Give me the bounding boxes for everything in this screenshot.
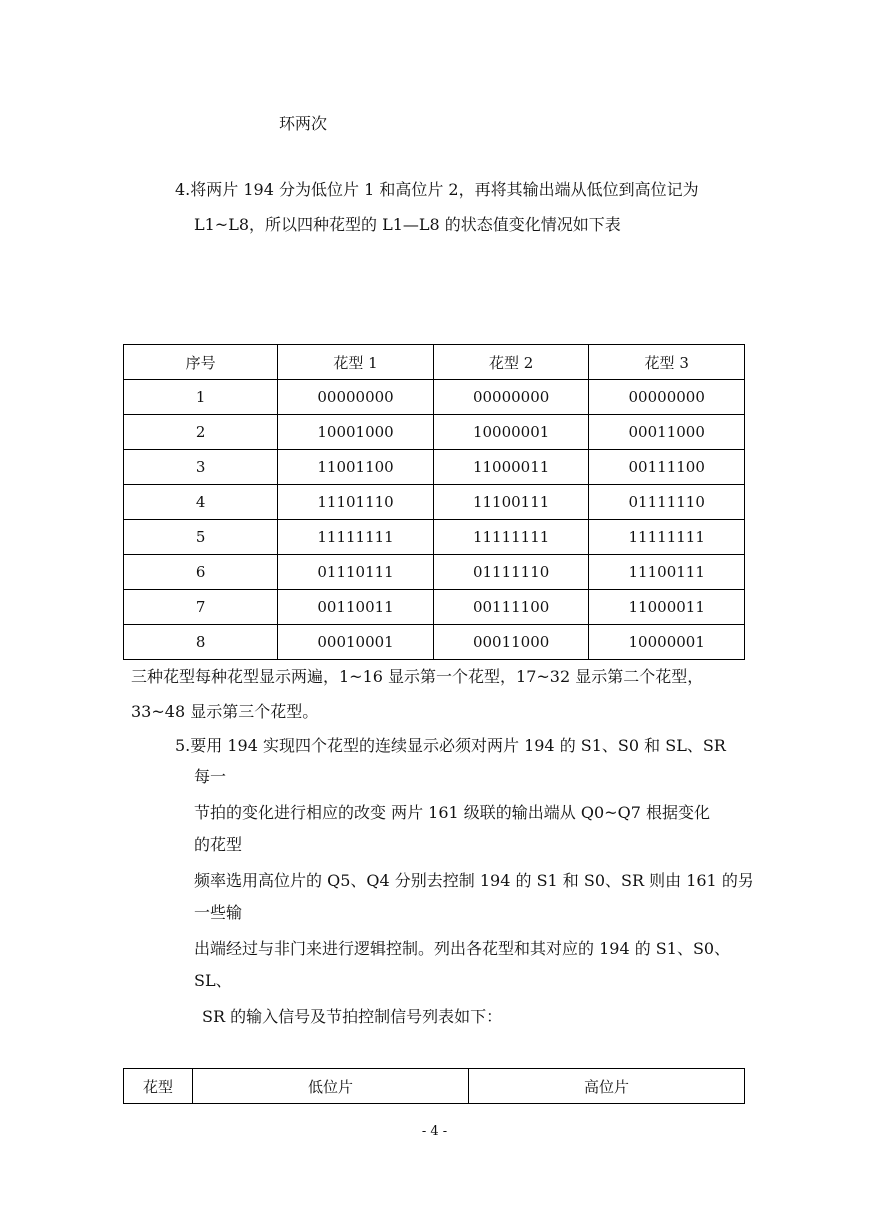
table-cell: 11111111 (589, 520, 745, 555)
table-header-cell: 高位片 (469, 1069, 745, 1104)
table-header-cell: 花型 1 (278, 345, 434, 380)
table-cell: 11000011 (589, 590, 745, 625)
text-line-2: 4.将两片 194 分为低位片 1 和高位片 2，再将其输出端从低位到高位记为 (175, 180, 699, 199)
text-line-13: SL、 (194, 971, 232, 990)
table-row (124, 485, 745, 520)
table-cell: 7 (124, 590, 278, 625)
table-cell: 10000001 (433, 415, 589, 450)
table-cell: 4 (124, 485, 278, 520)
table-cell: 10001000 (278, 415, 434, 450)
pattern-table (123, 344, 745, 660)
table-row (124, 380, 745, 415)
text-line-3: L1~L8，所以四种花型的 L1—L8 的状态值变化情况如下表 (194, 215, 621, 234)
table-row (124, 555, 745, 590)
table-cell: 11000011 (433, 450, 589, 485)
table-row (124, 625, 745, 660)
table-header-cell: 低位片 (193, 1069, 469, 1104)
table-header-cell: 序号 (124, 345, 278, 380)
table-cell: 11001100 (278, 450, 434, 485)
text-line-5: 33~48 显示第三个花型。 (131, 702, 319, 721)
text-line-4: 三种花型每种花型显示两遍，1~16 显示第一个花型，17~32 显示第二个花型， (131, 667, 704, 686)
text-line-6: 5.要用 194 实现四个花型的连续显示必须对两片 194 的 S1、S0 和 SL、SR (175, 736, 726, 755)
table-header-row (124, 345, 745, 380)
text-line-7: 每一 (194, 767, 227, 786)
table-cell: 01110111 (278, 555, 434, 590)
table-cell: 01111110 (433, 555, 589, 590)
table-cell: 00000000 (278, 380, 434, 415)
table-row (124, 450, 745, 485)
table-cell: 11111111 (433, 520, 589, 555)
table-row (124, 520, 745, 555)
table-header-row (124, 1069, 745, 1104)
text-line-8: 节拍的变化进行相应的改变 两片 161 级联的输出端从 Q0~Q7 根据变化 (194, 803, 710, 822)
table-cell: 00110011 (278, 590, 434, 625)
table-cell: 1 (124, 380, 278, 415)
table-header-cell: 花型 (124, 1069, 193, 1104)
table-cell: 01111110 (589, 485, 745, 520)
table-cell: 6 (124, 555, 278, 590)
table-cell: 11111111 (278, 520, 434, 555)
text-line-12: 出端经过与非门来进行逻辑控制。列出各花型和其对应的 194 的 S1、S0、 (194, 939, 731, 958)
table-cell: 00011000 (433, 625, 589, 660)
table-header-cell: 花型 3 (589, 345, 745, 380)
table-cell: 2 (124, 415, 278, 450)
text-line-10: 频率选用高位片的 Q5、Q4 分别去控制 194 的 S1 和 S0、SR 则由 161 的另 (194, 871, 754, 890)
text-line-1: 环两次 (279, 114, 328, 133)
table-cell: 11100111 (589, 555, 745, 590)
table-row (124, 415, 745, 450)
table-cell: 00111100 (433, 590, 589, 625)
table-cell: 5 (124, 520, 278, 555)
table-header-cell: 花型 2 (433, 345, 589, 380)
table-cell: 3 (124, 450, 278, 485)
table-cell: 11101110 (278, 485, 434, 520)
text-line-9: 的花型 (194, 835, 243, 854)
text-line-11: 一些输 (194, 903, 243, 922)
page-number: - 4 - (421, 1124, 448, 1139)
text-line-14: SR 的输入信号及节拍控制信号列表如下： (202, 1007, 503, 1026)
table-cell: 00011000 (589, 415, 745, 450)
table-cell: 10000001 (589, 625, 745, 660)
table-cell: 00111100 (589, 450, 745, 485)
table-cell: 00000000 (433, 380, 589, 415)
signal-table (123, 1068, 745, 1104)
table-cell: 00000000 (589, 380, 745, 415)
table-row (124, 590, 745, 625)
table-cell: 00010001 (278, 625, 434, 660)
table-cell: 11100111 (433, 485, 589, 520)
table-cell: 8 (124, 625, 278, 660)
